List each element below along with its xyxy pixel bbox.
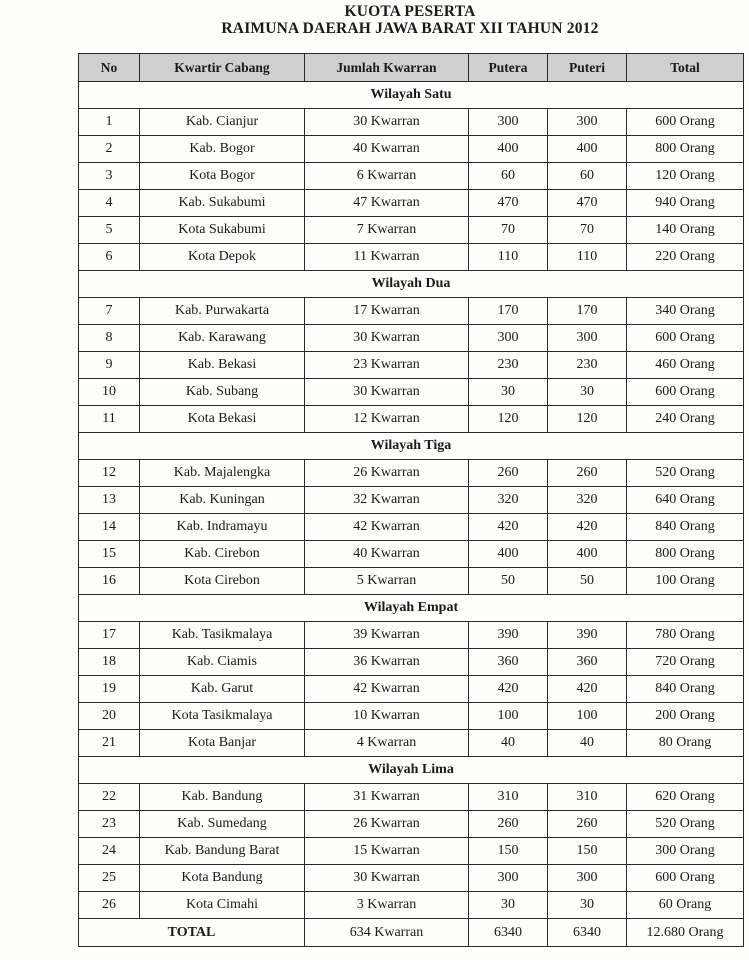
table-row: [79, 460, 744, 487]
row-kwartir-cabang: Kab. Bekasi: [140, 352, 305, 379]
row-no: 15: [79, 541, 140, 568]
row-kwartir-cabang: Kab. Purwakarta: [140, 298, 305, 325]
region-row: [79, 433, 744, 460]
row-puteri: 40: [548, 730, 627, 757]
table-row: [79, 109, 744, 136]
header-kwartir-cabang: Kwartir Cabang: [140, 54, 305, 82]
row-no: 1: [79, 109, 140, 136]
row-no: 20: [79, 703, 140, 730]
row-jumlah-kwarran: 7 Kwarran: [305, 217, 469, 244]
row-jumlah-kwarran: 39 Kwarran: [305, 622, 469, 649]
table-body: [79, 82, 744, 919]
row-puteri: 470: [548, 190, 627, 217]
document-subtitle: RAIMUNA DAERAH JAWA BARAT XII TAHUN 2012: [221, 20, 599, 37]
region-row: [79, 595, 744, 622]
row-puteri: 310: [548, 784, 627, 811]
row-putera: 260: [469, 811, 548, 838]
row-total: 520 Orang: [627, 811, 744, 838]
row-no: 5: [79, 217, 140, 244]
row-kwartir-cabang: Kab. Karawang: [140, 325, 305, 352]
row-puteri: 260: [548, 811, 627, 838]
row-putera: 320: [469, 487, 548, 514]
region-row: [79, 82, 744, 109]
table-row: [79, 379, 744, 406]
region-name: Wilayah Tiga: [79, 433, 744, 460]
row-kwartir-cabang: Kab. Bandung Barat: [140, 838, 305, 865]
row-total: 200 Orang: [627, 703, 744, 730]
row-kwartir-cabang: Kab. Kuningan: [140, 487, 305, 514]
table-row: [79, 406, 744, 433]
row-kwartir-cabang: Kab. Ciamis: [140, 649, 305, 676]
row-kwartir-cabang: Kota Cimahi: [140, 892, 305, 919]
row-total: 620 Orang: [627, 784, 744, 811]
row-puteri: 70: [548, 217, 627, 244]
row-putera: 400: [469, 136, 548, 163]
row-kwartir-cabang: Kota Bandung: [140, 865, 305, 892]
row-puteri: 300: [548, 865, 627, 892]
row-putera: 420: [469, 676, 548, 703]
table-row: [79, 136, 744, 163]
row-puteri: 150: [548, 838, 627, 865]
row-kwartir-cabang: Kab. Sukabumi: [140, 190, 305, 217]
row-putera: 40: [469, 730, 548, 757]
row-total: 780 Orang: [627, 622, 744, 649]
table-row: [79, 514, 744, 541]
total-label: TOTAL: [79, 919, 305, 947]
row-total: 940 Orang: [627, 190, 744, 217]
row-total: 100 Orang: [627, 568, 744, 595]
row-total: 460 Orang: [627, 352, 744, 379]
table-row: [79, 487, 744, 514]
row-puteri: 170: [548, 298, 627, 325]
row-puteri: 400: [548, 136, 627, 163]
row-kwartir-cabang: Kab. Majalengka: [140, 460, 305, 487]
row-jumlah-kwarran: 26 Kwarran: [305, 460, 469, 487]
header-puteri: Puteri: [548, 54, 627, 82]
region-name: Wilayah Empat: [79, 595, 744, 622]
row-no: 13: [79, 487, 140, 514]
region-row: [79, 757, 744, 784]
row-puteri: 50: [548, 568, 627, 595]
row-putera: 30: [469, 379, 548, 406]
row-putera: 300: [469, 865, 548, 892]
row-putera: 70: [469, 217, 548, 244]
row-puteri: 260: [548, 460, 627, 487]
row-no: 7: [79, 298, 140, 325]
row-no: 9: [79, 352, 140, 379]
row-jumlah-kwarran: 30 Kwarran: [305, 109, 469, 136]
table-row: [79, 811, 744, 838]
row-jumlah-kwarran: 4 Kwarran: [305, 730, 469, 757]
row-kwartir-cabang: Kota Bogor: [140, 163, 305, 190]
row-puteri: 300: [548, 325, 627, 352]
row-puteri: 30: [548, 379, 627, 406]
row-total: 600 Orang: [627, 379, 744, 406]
header-jumlah-kwarran: Jumlah Kwarran: [305, 54, 469, 82]
row-kwartir-cabang: Kab. Sumedang: [140, 811, 305, 838]
total-orang: 12.680 Orang: [627, 919, 744, 947]
row-puteri: 230: [548, 352, 627, 379]
row-no: 14: [79, 514, 140, 541]
row-putera: 120: [469, 406, 548, 433]
row-kwartir-cabang: Kota Cirebon: [140, 568, 305, 595]
row-no: 26: [79, 892, 140, 919]
row-jumlah-kwarran: 6 Kwarran: [305, 163, 469, 190]
row-no: 8: [79, 325, 140, 352]
table-row: [79, 649, 744, 676]
row-kwartir-cabang: Kab. Tasikmalaya: [140, 622, 305, 649]
row-no: 11: [79, 406, 140, 433]
table-header-row: [79, 54, 744, 82]
table-row: [79, 244, 744, 271]
row-jumlah-kwarran: 30 Kwarran: [305, 325, 469, 352]
row-kwartir-cabang: Kota Tasikmalaya: [140, 703, 305, 730]
row-no: 6: [79, 244, 140, 271]
row-kwartir-cabang: Kota Sukabumi: [140, 217, 305, 244]
row-puteri: 320: [548, 487, 627, 514]
table-row: [79, 838, 744, 865]
table-row: [79, 730, 744, 757]
row-no: 24: [79, 838, 140, 865]
total-kwarran: 634 Kwarran: [305, 919, 469, 947]
row-total: 220 Orang: [627, 244, 744, 271]
row-putera: 260: [469, 460, 548, 487]
row-no: 2: [79, 136, 140, 163]
row-no: 19: [79, 676, 140, 703]
row-jumlah-kwarran: 11 Kwarran: [305, 244, 469, 271]
row-jumlah-kwarran: 31 Kwarran: [305, 784, 469, 811]
quota-table: [78, 53, 744, 947]
row-total: 600 Orang: [627, 865, 744, 892]
table-row: [79, 622, 744, 649]
row-no: 4: [79, 190, 140, 217]
row-jumlah-kwarran: 40 Kwarran: [305, 136, 469, 163]
row-kwartir-cabang: Kota Bekasi: [140, 406, 305, 433]
row-no: 16: [79, 568, 140, 595]
row-putera: 300: [469, 109, 548, 136]
row-no: 23: [79, 811, 140, 838]
region-name: Wilayah Lima: [79, 757, 744, 784]
row-jumlah-kwarran: 3 Kwarran: [305, 892, 469, 919]
row-no: 18: [79, 649, 140, 676]
row-total: 640 Orang: [627, 487, 744, 514]
region-row: [79, 271, 744, 298]
region-name: Wilayah Dua: [79, 271, 744, 298]
table-row: [79, 784, 744, 811]
row-total: 840 Orang: [627, 676, 744, 703]
header-total: Total: [627, 54, 744, 82]
row-puteri: 110: [548, 244, 627, 271]
row-jumlah-kwarran: 36 Kwarran: [305, 649, 469, 676]
row-no: 22: [79, 784, 140, 811]
row-putera: 400: [469, 541, 548, 568]
table-row: [79, 676, 744, 703]
row-total: 80 Orang: [627, 730, 744, 757]
total-puteri: 6340: [548, 919, 627, 947]
row-jumlah-kwarran: 47 Kwarran: [305, 190, 469, 217]
row-no: 25: [79, 865, 140, 892]
row-putera: 30: [469, 892, 548, 919]
row-no: 10: [79, 379, 140, 406]
row-kwartir-cabang: Kab. Cirebon: [140, 541, 305, 568]
row-puteri: 420: [548, 676, 627, 703]
row-no: 3: [79, 163, 140, 190]
row-total: 840 Orang: [627, 514, 744, 541]
row-kwartir-cabang: Kab. Cianjur: [140, 109, 305, 136]
row-puteri: 120: [548, 406, 627, 433]
row-total: 600 Orang: [627, 325, 744, 352]
row-puteri: 400: [548, 541, 627, 568]
row-jumlah-kwarran: 42 Kwarran: [305, 514, 469, 541]
row-kwartir-cabang: Kab. Bandung: [140, 784, 305, 811]
row-puteri: 390: [548, 622, 627, 649]
row-jumlah-kwarran: 23 Kwarran: [305, 352, 469, 379]
row-total: 300 Orang: [627, 838, 744, 865]
header-no: No: [79, 54, 140, 82]
row-jumlah-kwarran: 17 Kwarran: [305, 298, 469, 325]
row-total: 800 Orang: [627, 136, 744, 163]
row-total: 140 Orang: [627, 217, 744, 244]
row-no: 12: [79, 460, 140, 487]
table-row: [79, 541, 744, 568]
row-total: 720 Orang: [627, 649, 744, 676]
row-no: 21: [79, 730, 140, 757]
table-row: [79, 568, 744, 595]
row-jumlah-kwarran: 26 Kwarran: [305, 811, 469, 838]
row-putera: 50: [469, 568, 548, 595]
table-row: [79, 217, 744, 244]
row-putera: 420: [469, 514, 548, 541]
row-jumlah-kwarran: 42 Kwarran: [305, 676, 469, 703]
row-putera: 300: [469, 325, 548, 352]
row-total: 800 Orang: [627, 541, 744, 568]
total-putera: 6340: [469, 919, 548, 947]
row-jumlah-kwarran: 32 Kwarran: [305, 487, 469, 514]
row-putera: 470: [469, 190, 548, 217]
row-jumlah-kwarran: 12 Kwarran: [305, 406, 469, 433]
table-row: [79, 325, 744, 352]
table-row: [79, 892, 744, 919]
table-row: [79, 865, 744, 892]
row-jumlah-kwarran: 5 Kwarran: [305, 568, 469, 595]
row-putera: 230: [469, 352, 548, 379]
row-puteri: 360: [548, 649, 627, 676]
row-no: 17: [79, 622, 140, 649]
table-row: [79, 352, 744, 379]
row-jumlah-kwarran: 30 Kwarran: [305, 865, 469, 892]
row-puteri: 300: [548, 109, 627, 136]
region-name: Wilayah Satu: [79, 82, 744, 109]
row-putera: 60: [469, 163, 548, 190]
row-kwartir-cabang: Kab. Bogor: [140, 136, 305, 163]
row-putera: 390: [469, 622, 548, 649]
row-jumlah-kwarran: 40 Kwarran: [305, 541, 469, 568]
row-puteri: 100: [548, 703, 627, 730]
row-total: 120 Orang: [627, 163, 744, 190]
table-row: [79, 163, 744, 190]
row-jumlah-kwarran: 30 Kwarran: [305, 379, 469, 406]
row-total: 520 Orang: [627, 460, 744, 487]
row-jumlah-kwarran: 15 Kwarran: [305, 838, 469, 865]
row-kwartir-cabang: Kab. Garut: [140, 676, 305, 703]
row-kwartir-cabang: Kota Depok: [140, 244, 305, 271]
table-row: [79, 703, 744, 730]
row-putera: 170: [469, 298, 548, 325]
row-putera: 110: [469, 244, 548, 271]
row-total: 600 Orang: [627, 109, 744, 136]
row-total: 340 Orang: [627, 298, 744, 325]
row-puteri: 60: [548, 163, 627, 190]
row-kwartir-cabang: Kab. Subang: [140, 379, 305, 406]
table-row: [79, 298, 744, 325]
row-puteri: 30: [548, 892, 627, 919]
row-kwartir-cabang: Kab. Indramayu: [140, 514, 305, 541]
table-row: [79, 190, 744, 217]
row-putera: 100: [469, 703, 548, 730]
row-puteri: 420: [548, 514, 627, 541]
row-putera: 310: [469, 784, 548, 811]
document-title: KUOTA PESERTA: [344, 3, 476, 20]
header-putera: Putera: [469, 54, 548, 82]
row-total: 240 Orang: [627, 406, 744, 433]
row-kwartir-cabang: Kota Banjar: [140, 730, 305, 757]
total-row: [79, 919, 744, 947]
row-total: 60 Orang: [627, 892, 744, 919]
row-jumlah-kwarran: 10 Kwarran: [305, 703, 469, 730]
row-putera: 150: [469, 838, 548, 865]
row-putera: 360: [469, 649, 548, 676]
